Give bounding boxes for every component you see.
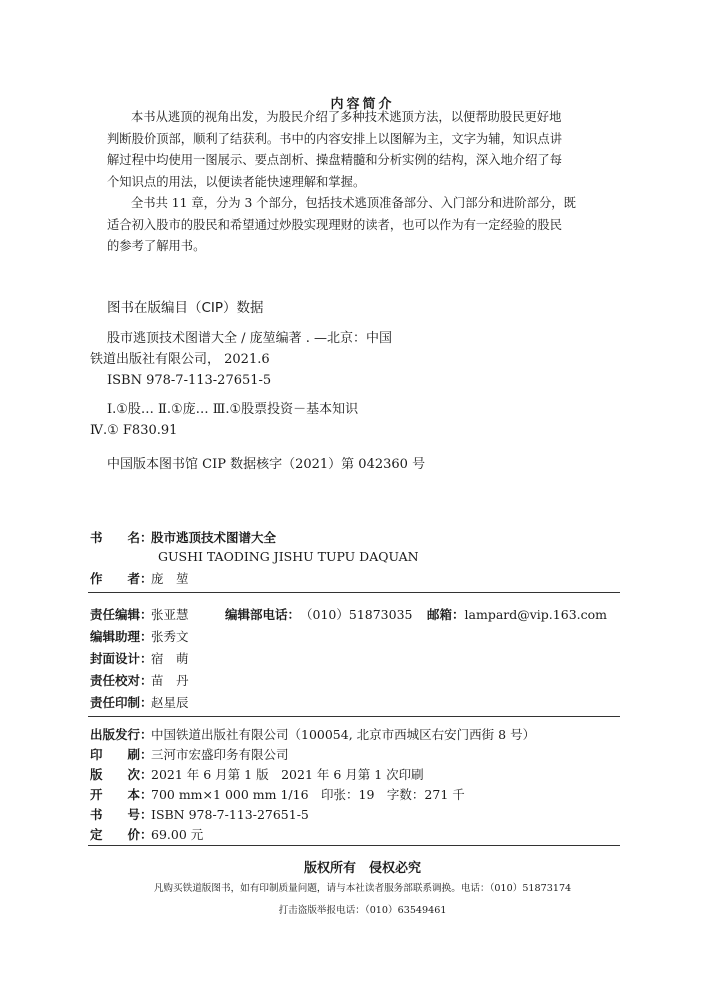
intro-line: 的参考了解用书。 [107,239,206,254]
format: 700 mm×1 000 mm 1/16 印张：19 字数：271 千 [151,787,465,802]
intro-line: 解过程中均使用一图展示、要点剖析、操盘精髓和分析实例的结构，深入地介绍了每 [107,153,562,168]
cip-line: 股市逃顶技术图谱大全 / 庞堃编著 . —北京：中国 [107,331,393,346]
print-supervisor-label: 责任印制： [90,695,153,710]
editor-name: 张亚慧 [151,607,189,622]
intro-line: 本书从逃顶的视角出发，为股民介绍了多种技术逃顶方法，以便帮助股民更好地 [131,110,562,124]
quality-notice: 凡购买铁道版图书，如有印制质量问题，请与本社读者服务部联系调换。电话：（010）51873174 [153,883,572,894]
publisher-label: 出版发行： [90,727,153,742]
intro-paragraph-1 [107,107,627,193]
edition-label: 版 次： [90,767,153,782]
print-supervisor: 赵星辰 [151,695,189,710]
format-label: 开 本： [90,787,153,802]
editor-label: 责任编辑： [90,607,153,622]
edition: 2021 年 6 月第 1 版 2021 年 6 月第 1 次印刷 [151,767,424,782]
book-title: 股市逃顶技术图谱大全 [151,530,277,545]
divider [88,592,620,593]
author-label: 作 者： [90,571,153,586]
proof-label: 责任校对： [90,673,153,688]
price-label: 定 价： [90,827,153,842]
intro-line: 个知识点的用法，以便读者能快速理解和掌握。 [107,174,366,189]
isbn: ISBN 978-7-113-27651-5 [151,807,309,822]
cover-label: 封面设计： [90,651,153,666]
copyright-notice: 版权所有 侵权必究 [303,861,421,876]
cip-block [90,328,392,391]
cover-designer: 宿 萌 [151,651,189,666]
printer-label: 印 刷： [90,747,153,762]
intro-line: 适合初入股市的股民和希望通过炒股实现理财的读者，也可以作为有一定经验的股民 [107,217,562,232]
proofreader: 苗 丹 [151,673,189,688]
printer: 三河市宏盛印务有限公司 [151,747,289,762]
intro-line: 判断股价顶部，顺利了结获利。书中的内容安排上以图解为主，文字为辅，知识点讲 [107,131,562,146]
phone-label: 编辑部电话： [225,607,301,622]
assistant-name: 张秀文 [151,629,189,644]
intro-paragraph-2 [107,193,627,258]
divider [88,845,620,846]
email-value: lampard@vip.163.com [464,607,607,622]
cip-line: ISBN 978-7-113-27651-5 [107,373,272,388]
title-label: 书 名： [90,530,153,545]
intro-line: 全书共 11 章，分为 3 个部分，包括技术逃顶准备部分、入门部分和进阶部分，既 [131,196,576,210]
publisher: 中国铁道出版社有限公司（100054, 北京市西城区右安门西街 8 号） [151,727,536,742]
intro-title: 内容简介 [330,97,395,112]
divider [88,716,620,717]
cip-class-line: Ⅳ.① F830.91 [90,423,178,438]
cip-line: 铁道出版社有限公司， 2021.6 [90,352,270,367]
cip-verify: 中国版本图书馆 CIP 数据核字（2021）第 042360 号 [107,457,426,472]
cip-class-line: Ⅰ.①股… Ⅱ.①庞… Ⅲ.①股票投资－基本知识 [107,402,359,417]
piracy-report: 打击盗版举报电话：（010）63549461 [278,905,447,916]
book-pinyin: GUSHI TAODING JISHU TUPU DAQUAN [158,549,419,564]
email-label: 邮箱： [427,607,465,622]
price: 69.00 元 [151,827,204,842]
isbn-label: 书 号： [90,807,153,822]
assistant-label: 编辑助理： [90,629,153,644]
cip-classification [90,399,358,441]
phone-value: （010）51873035 [300,607,413,622]
cip-title: 图书在版编目（CIP）数据 [107,300,264,316]
book-author: 庞 堃 [151,571,189,586]
